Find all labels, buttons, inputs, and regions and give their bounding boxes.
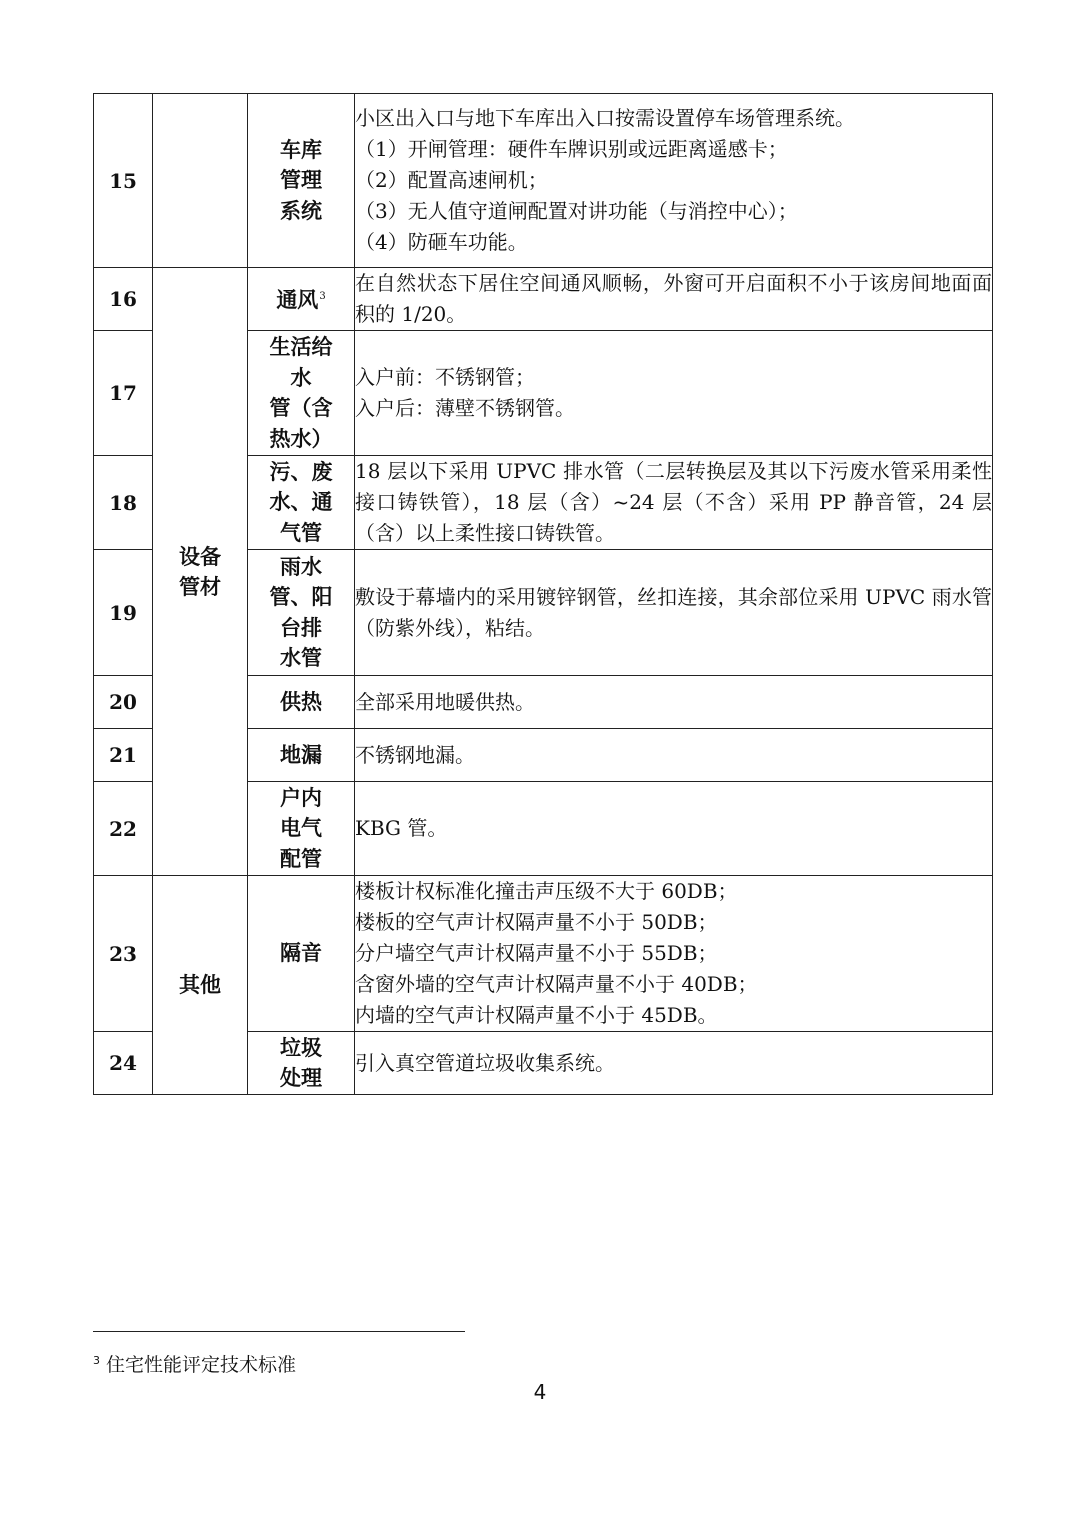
- footnote-reference: 3: [319, 291, 326, 303]
- row-number: 19: [94, 550, 153, 676]
- item-name: [248, 456, 355, 550]
- item-description: [355, 729, 993, 782]
- item-name-line: 地漏: [280, 741, 322, 767]
- item-name-line: 通风: [276, 287, 319, 313]
- item-name: [248, 876, 355, 1032]
- row-number: 21: [94, 729, 153, 782]
- row-number: 22: [94, 782, 153, 876]
- category-equipment: [153, 268, 248, 876]
- item-name: [248, 1032, 355, 1095]
- description-line: 敷设于幕墙内的采用镀锌钢管，丝扣连接，其余部位采用 UPVC 雨水管（防紫外线），粘结。: [355, 584, 992, 640]
- description-line: 入户前：不锈钢管；: [355, 365, 535, 389]
- item-name: [248, 550, 355, 676]
- description-line: 18 层以下采用 UPVC 排水管（二层转换层及其以下污废水管采用柔性接口铸铁管），18 层（含）~24 层（不含）采用 PP 静音管，24 层（含）以上柔性接口铸铁管。: [355, 459, 992, 545]
- spec-table: [93, 93, 993, 1095]
- description-line: KBG 管。: [355, 816, 448, 840]
- item-name-line: 管、阳: [269, 584, 333, 609]
- item-name-line: 系统: [280, 197, 322, 223]
- description-line: 楼板计权标准化撞击声压级不大于 60DB；: [355, 879, 738, 903]
- item-name-line: 垃圾: [280, 1034, 322, 1060]
- description-line: 全部采用地暖供热。: [355, 689, 535, 714]
- item-description: [355, 268, 993, 331]
- item-name-line: 供热: [280, 688, 322, 714]
- description-line: （1）开闸管理：硬件车牌识别或远距离遥感卡；: [355, 137, 788, 161]
- category-cell-empty: [153, 94, 248, 268]
- description-line: 楼板的空气声计权隔声量不小于 50DB；: [355, 910, 718, 934]
- category-other: [153, 876, 248, 1095]
- item-name-line: 处理: [280, 1065, 322, 1090]
- row-number: 18: [94, 456, 153, 550]
- footnote: [93, 1350, 296, 1377]
- description-line: （2）配置高速闸机；: [355, 168, 548, 192]
- description-line: （4）防砸车功能。: [355, 230, 528, 254]
- page-number: 4: [533, 1380, 547, 1404]
- item-description: [355, 331, 993, 456]
- category-line: 管材: [179, 573, 221, 599]
- row-number: 17: [94, 331, 153, 456]
- item-name-line: 车库: [280, 136, 322, 162]
- item-name-line: 雨水: [280, 553, 322, 579]
- item-description: [355, 676, 993, 729]
- item-name-line: 户内: [280, 784, 322, 810]
- item-name-line: 生活给: [269, 334, 333, 359]
- description-line: 含窗外墙的空气声计权隔声量不小于 40DB；: [355, 972, 758, 996]
- description-line: 不锈钢地漏。: [355, 742, 475, 767]
- row-number: 20: [94, 676, 153, 729]
- description-line: （3）无人值守道闸配置对讲功能（与消控中心）；: [355, 199, 798, 223]
- item-name-line: 水: [290, 364, 312, 390]
- item-name-line: 污、废: [269, 458, 333, 484]
- item-name-line: 管（含: [269, 395, 333, 420]
- description-line: 引入真空管道垃圾收集系统。: [355, 1050, 615, 1075]
- item-name-line: 水管: [280, 645, 322, 670]
- item-description: [355, 550, 993, 676]
- item-name-line: 热水）: [269, 425, 333, 451]
- description-line: 分户墙空气声计权隔声量不小于 55DB；: [355, 941, 718, 965]
- item-name-line: 隔音: [280, 940, 322, 966]
- item-description: [355, 456, 993, 550]
- item-name: [248, 331, 355, 456]
- item-name: [248, 676, 355, 729]
- table-row: [94, 876, 993, 1032]
- description-line: 在自然状态下居住空间通风顺畅，外窗可开启面积不小于该房间地面面积的 1/20。: [355, 271, 992, 326]
- item-description: [355, 876, 993, 1032]
- description-line: 入户后：薄壁不锈钢管。: [355, 396, 575, 420]
- item-name: [248, 94, 355, 268]
- row-number: 15: [94, 94, 153, 268]
- item-name-line: 水、通: [269, 489, 333, 515]
- item-name-line: 气管: [280, 519, 322, 545]
- description-line: 内墙的空气声计权隔声量不小于 45DB。: [355, 1003, 718, 1027]
- category-line: 设备: [179, 543, 221, 569]
- item-name: [248, 782, 355, 876]
- table-row: [94, 94, 993, 268]
- description-line: 小区出入口与地下车库出入口按需设置停车场管理系统。: [355, 106, 855, 130]
- item-name-line: 管理: [280, 167, 322, 193]
- table-row: [94, 268, 993, 331]
- item-name-line: 电气: [280, 815, 322, 841]
- item-name-line: 台排: [280, 614, 322, 640]
- footnote-text: 住宅性能评定技术标准: [106, 1354, 297, 1376]
- row-number: 16: [94, 268, 153, 331]
- row-number: 23: [94, 876, 153, 1032]
- item-name: [248, 729, 355, 782]
- row-number: 24: [94, 1032, 153, 1095]
- item-name: [248, 268, 355, 331]
- footnote-divider: [93, 1331, 465, 1332]
- item-description: [355, 1032, 993, 1095]
- item-name-line: 配管: [280, 845, 322, 871]
- item-description: [355, 782, 993, 876]
- item-description: [355, 94, 993, 268]
- footnote-mark: 3: [93, 1353, 100, 1367]
- category-line: 其他: [179, 972, 221, 997]
